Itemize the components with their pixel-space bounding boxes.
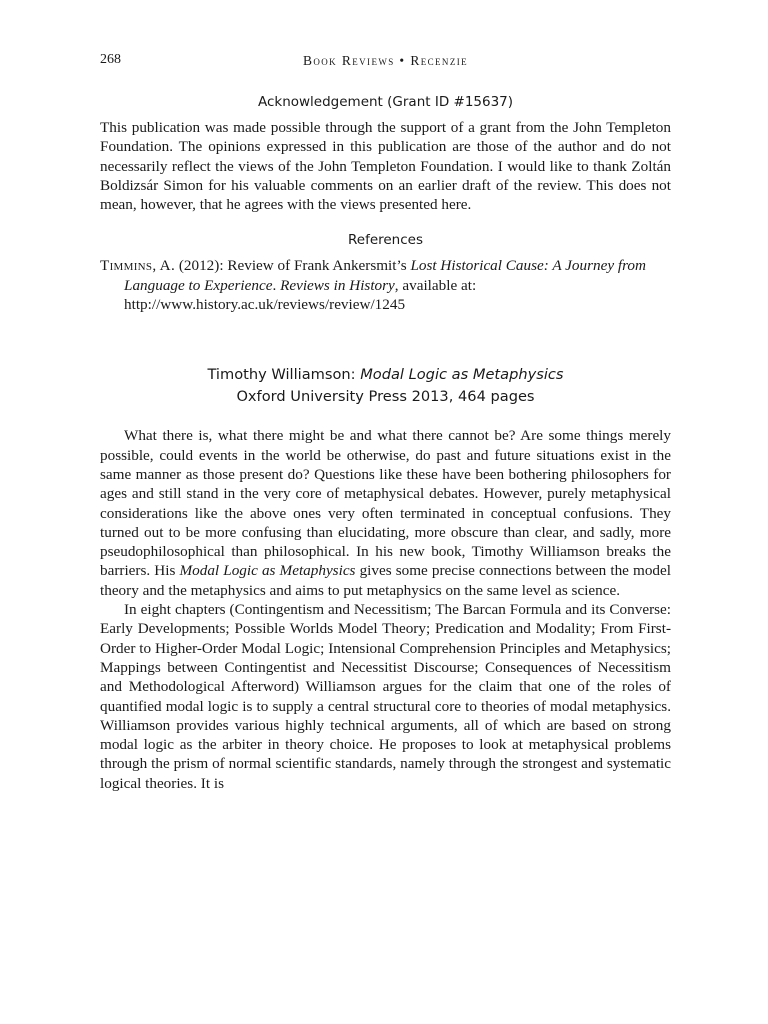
review-body xyxy=(100,426,671,793)
review-p1-b: gives some precise connections between the model theory and the metaphysics and aims to put metaphysics on the same level as science. xyxy=(100,562,671,599)
page xyxy=(100,50,671,793)
review-p1-a: What there is, what there might be and what there cannot be? Are some things merely possible, could events in the world be otherwise, do past and future situations exist in the same manner as those present do? Questions like these have been bothering philosophers for ages and still stand in the very core of metaphysical debates. However, purely metaphysical considerations like the above ones very often terminated in conceptual confusions. They turned out to be more confusing than elucidating, more obscure than clear, and sadly, more pseudophilosophical than philosophical. In his new book, Timothy Williamson breaks the barriers. His xyxy=(100,427,671,580)
review-title-block xyxy=(100,364,671,408)
review-book-title: Modal Logic as Metaphysics xyxy=(360,366,564,384)
page-header xyxy=(100,50,671,72)
reference-url[interactable]: http://www.history.ac.uk/reviews/review/1245 xyxy=(124,296,406,314)
reference-sep: . xyxy=(272,276,281,294)
review-paragraph-1 xyxy=(100,426,671,600)
running-title: Book Reviews • Recenzie xyxy=(302,53,469,68)
review-publisher: Oxford University Press 2013, 464 pages xyxy=(236,388,535,406)
review-paragraph-2: In eight chapters (Contingentism and Necessitism; The Barcan Formula and its Converse: Early Developments; Possible Worlds Model Theory; Predication and Modality; From First-Order to Higher-Order Modal Logic; Intensional Comprehension Principles and Metaphysics; Mappings between Contingentist and Necessitist Discourse; Consequences of Necessitism and Methodological Afterword) Williamson argues for the claim that one of the roles of quantified modal logic is to supply a central structural core to theories of modal metaphysics. Williamson provides various highly technical arguments, all of which are based on strong modal logic as the arbiter in theory choice. He proposes to look at metaphysical problems through the prism of normal scientific standards, namely through the strongest and systematic logical theories. It is xyxy=(100,601,671,792)
reference-journal: Reviews in History xyxy=(280,276,395,294)
reference-year: (2012): Review of Frank Ankersmit’s xyxy=(175,257,411,275)
references-heading: References xyxy=(347,232,423,249)
page-number: 268 xyxy=(100,52,121,67)
reference-available: , available at: xyxy=(394,276,477,294)
acknowledgement-heading: Acknowledgement (Grant ID #15637) xyxy=(257,94,514,110)
review-p1-italic: Modal Logic as Metaphysics xyxy=(179,562,356,580)
reference-item xyxy=(100,256,671,314)
reference-author: Timmins, A. xyxy=(100,257,176,275)
review-author: Timothy Williamson: xyxy=(207,366,356,384)
acknowledgement-text: This publication was made possible through the support of a grant from the John Templeton Foundation. The opinions expressed in this publication are those of the author and do not necessarily reflect the views of the John Templeton Foundation. I would like to thank Zoltán Boldizsár Simon for his valuable comments on an earlier draft of the review. This does not mean, however, that he agrees with the views presented here. xyxy=(100,119,671,214)
reference-title: Lost Historical Cause: A Journey from Language to Experience xyxy=(124,257,646,294)
